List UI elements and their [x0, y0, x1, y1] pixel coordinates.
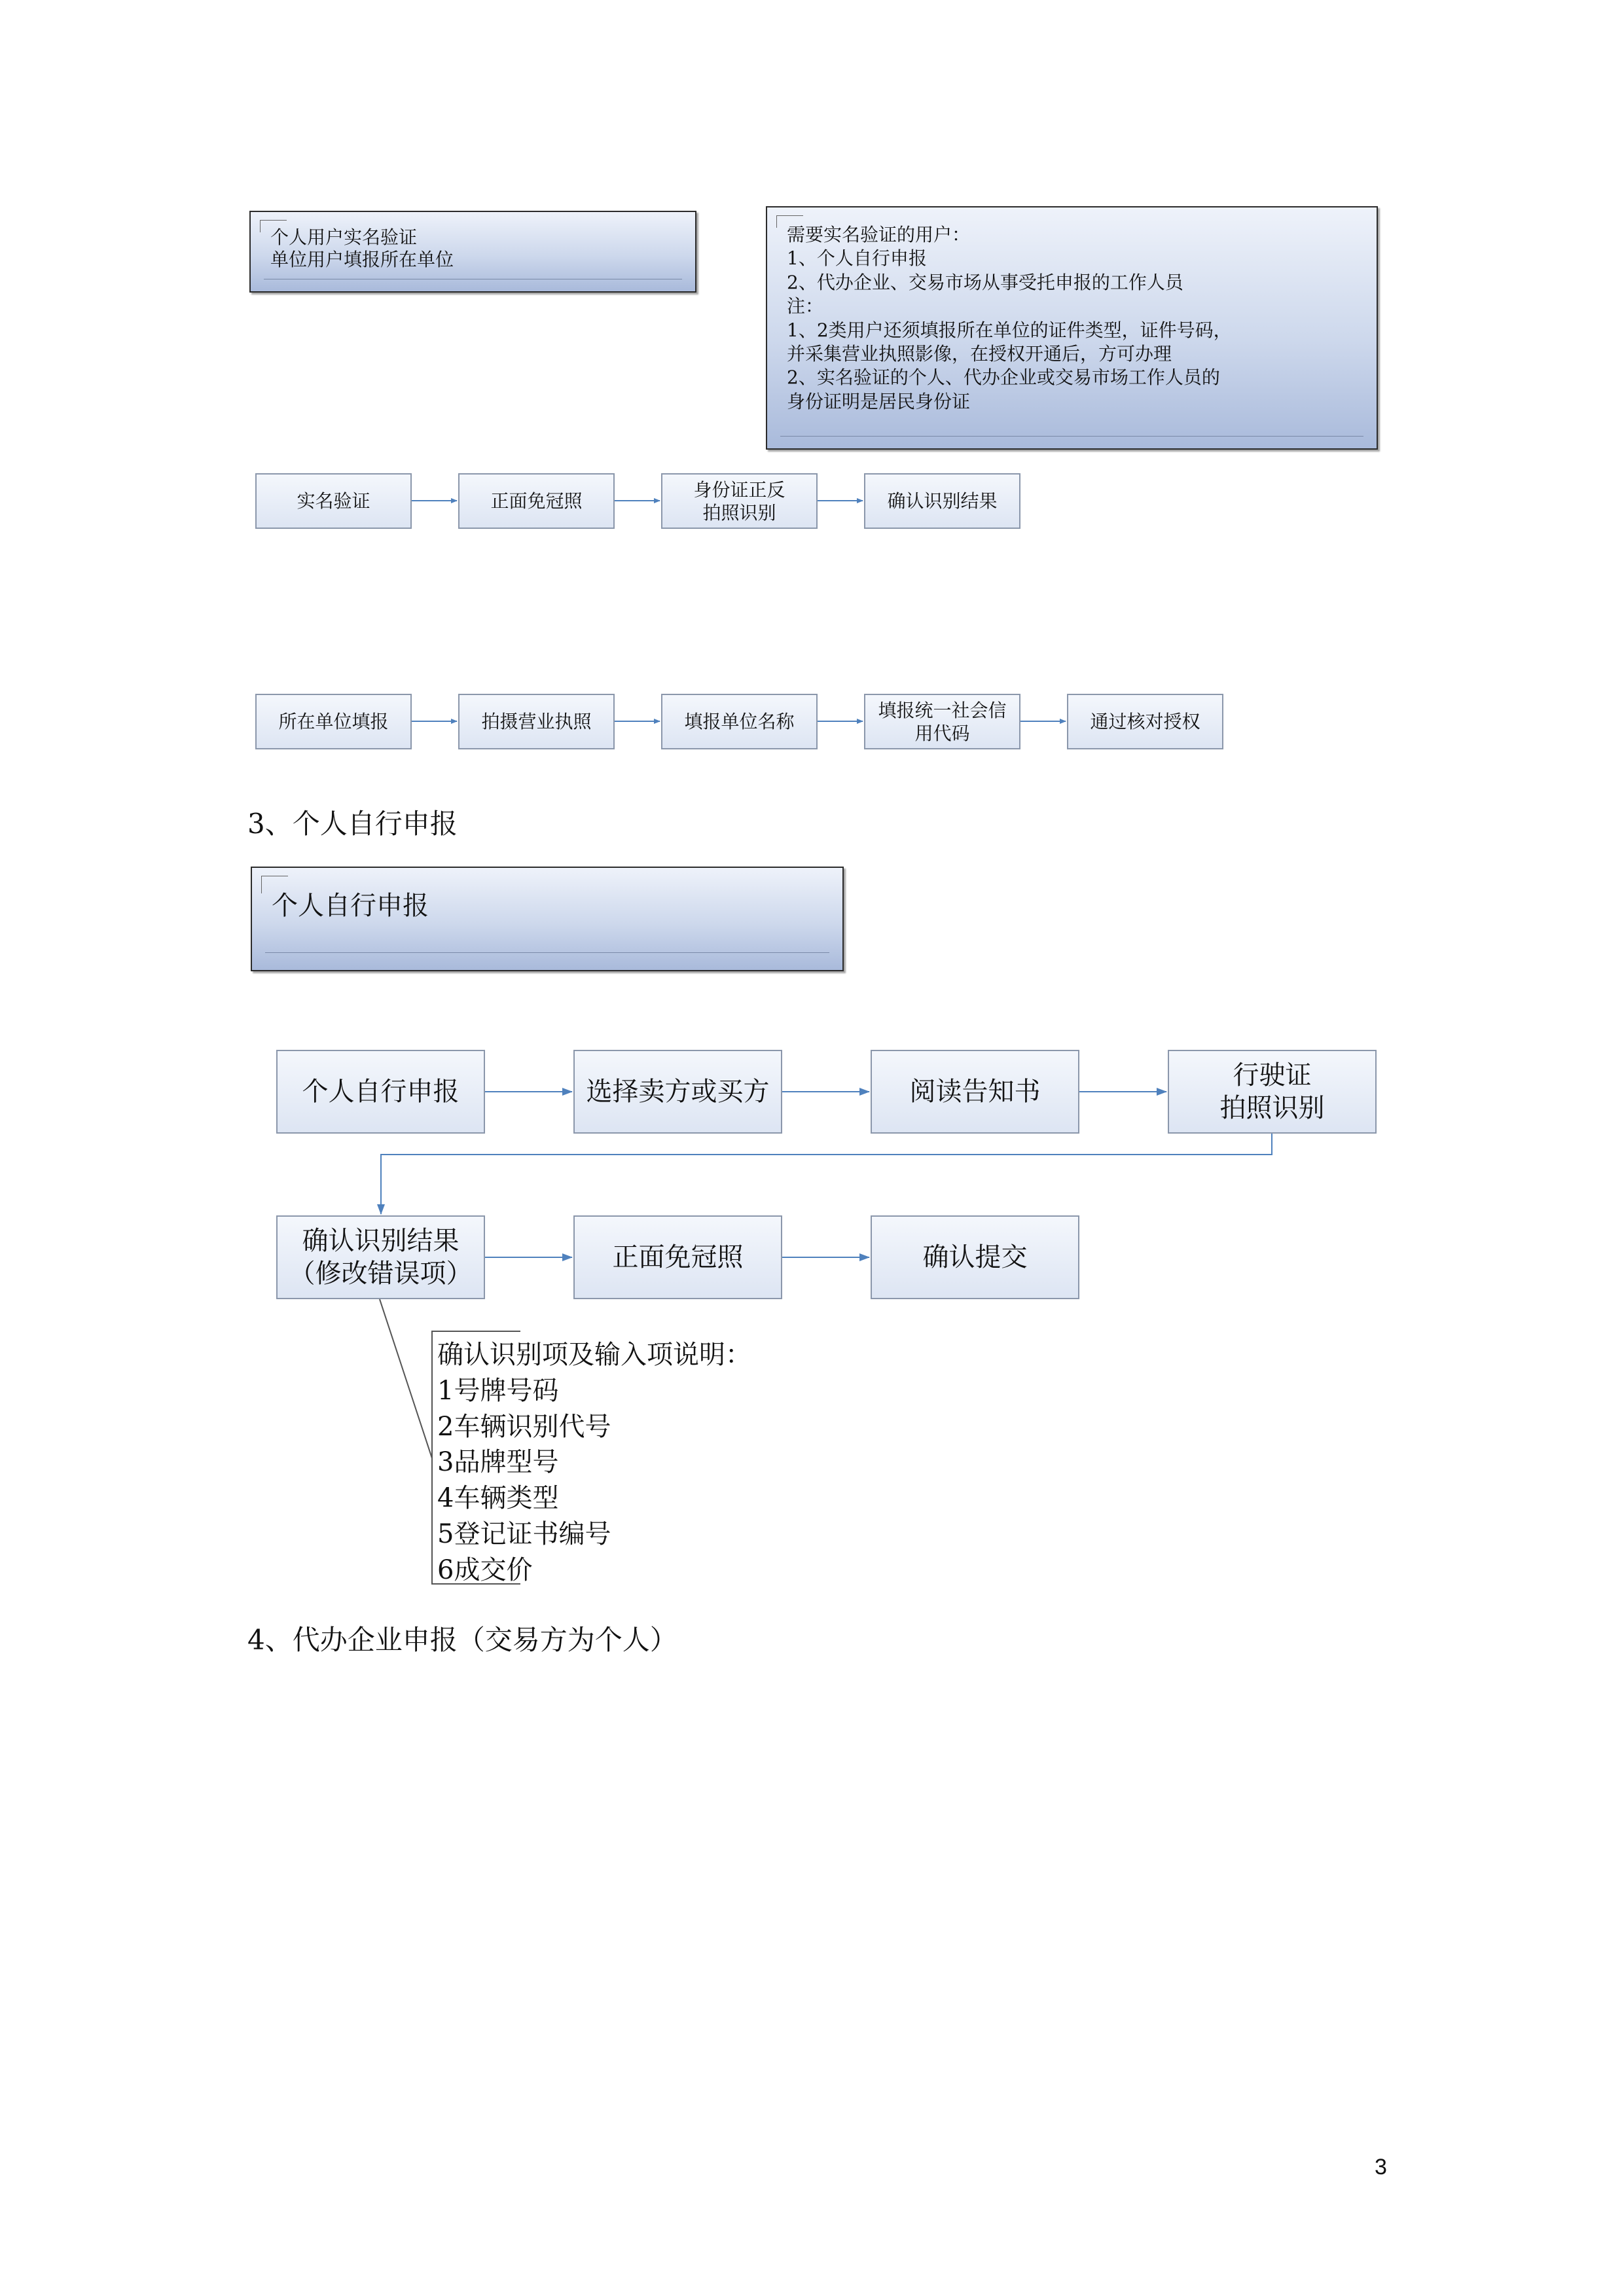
callout-line: 2车辆识别代号 [437, 1411, 611, 1442]
step-label: 所在单位填报 [278, 711, 389, 732]
step-label: 正面免冠照 [612, 1242, 744, 1272]
flow1-step-id-scan [661, 473, 818, 529]
flow2-step-unit-name [661, 694, 818, 749]
callout-line: 3品牌型号 [437, 1447, 559, 1478]
note-text [270, 226, 454, 271]
flow2-step-credit-code [864, 694, 1020, 749]
step-label: 确认提交 [922, 1242, 1028, 1272]
callout-line: 1号牌号码 [437, 1375, 559, 1406]
step-label: 填报统一社会信 用代码 [878, 699, 1007, 744]
step-label: 填报单位名称 [684, 711, 795, 732]
callout-line: 4车辆类型 [437, 1483, 559, 1514]
step-label: 阅读告知书 [909, 1077, 1041, 1107]
flow3-step-confirm-edit [276, 1215, 485, 1299]
callout-recognition-items [437, 1337, 751, 1588]
flow3-step-license-scan [1168, 1050, 1377, 1134]
flow3-step-read-notice [871, 1050, 1079, 1134]
flow2-step-authorize [1067, 694, 1223, 749]
step-label: 确认识别结果 [887, 490, 998, 512]
flow1-step-photo [458, 473, 615, 529]
flow3-step-photo [573, 1215, 782, 1299]
note-self-declare [251, 867, 844, 971]
step-label: 通过核对授权 [1090, 711, 1200, 732]
note-line: 个人用户实名验证 [270, 226, 418, 248]
flow1-step-confirm [864, 473, 1020, 529]
flow2-step-unit-fill [255, 694, 412, 749]
step-label: 个人自行申报 [302, 1077, 460, 1107]
callout-line: 6成交价 [437, 1554, 533, 1585]
note-line: 并采集营业执照影像，在授权开通后，方可办理 [787, 342, 1172, 365]
note-rule [780, 436, 1363, 437]
section4-heading: 4、代办企业申报（交易方为个人） [247, 1624, 677, 1656]
flow1-step-real-name [255, 473, 412, 529]
callout-leader [380, 1299, 432, 1458]
note-line: 2、代办企业、交易市场从事受托申报的工作人员 [787, 271, 1183, 293]
note-line: 单位用户填报所在单位 [270, 249, 454, 271]
flow3-elbow-arrow [381, 1134, 1272, 1214]
note-line: 1、个人自行申报 [787, 247, 927, 270]
note-text: 个人自行申报 [272, 891, 429, 921]
step-label: 实名验证 [297, 490, 370, 512]
flow3-step-submit [871, 1215, 1079, 1299]
note-real-name-users [249, 211, 696, 293]
step-label: 拍摄营业执照 [481, 711, 592, 732]
note-line: 1、2类用户还须填报所在单位的证件类型，证件号码， [787, 319, 1232, 341]
note-line: 身份证明是居民身份证 [787, 390, 971, 412]
note-line: 需要实名验证的用户： [787, 224, 971, 245]
step-label: 选择卖方或买方 [586, 1077, 770, 1107]
flow2-step-license-photo [458, 694, 615, 749]
note-verification-requirements [766, 206, 1378, 450]
note-line: 2、实名验证的个人、代办企业或交易市场工作人员的 [787, 367, 1220, 389]
callout-line: 确认识别项及输入项说明： [437, 1340, 751, 1370]
flow3-step-self-declare [276, 1050, 485, 1134]
flow3-step-choose-role [573, 1050, 782, 1134]
page-number: 3 [1375, 2155, 1387, 2179]
step-label: 确认识别结果 （修改错误项） [289, 1226, 473, 1289]
note-text [787, 223, 1232, 414]
callout-line: 5登记证书编号 [437, 1518, 611, 1549]
step-label: 身份证正反 拍照识别 [693, 478, 785, 524]
section3-heading: 3、个人自行申报 [247, 808, 458, 840]
step-label: 正面免冠照 [490, 490, 583, 512]
step-label: 行驶证 拍照识别 [1219, 1060, 1325, 1123]
note-line: 注： [787, 295, 824, 317]
note-rule [265, 952, 829, 953]
